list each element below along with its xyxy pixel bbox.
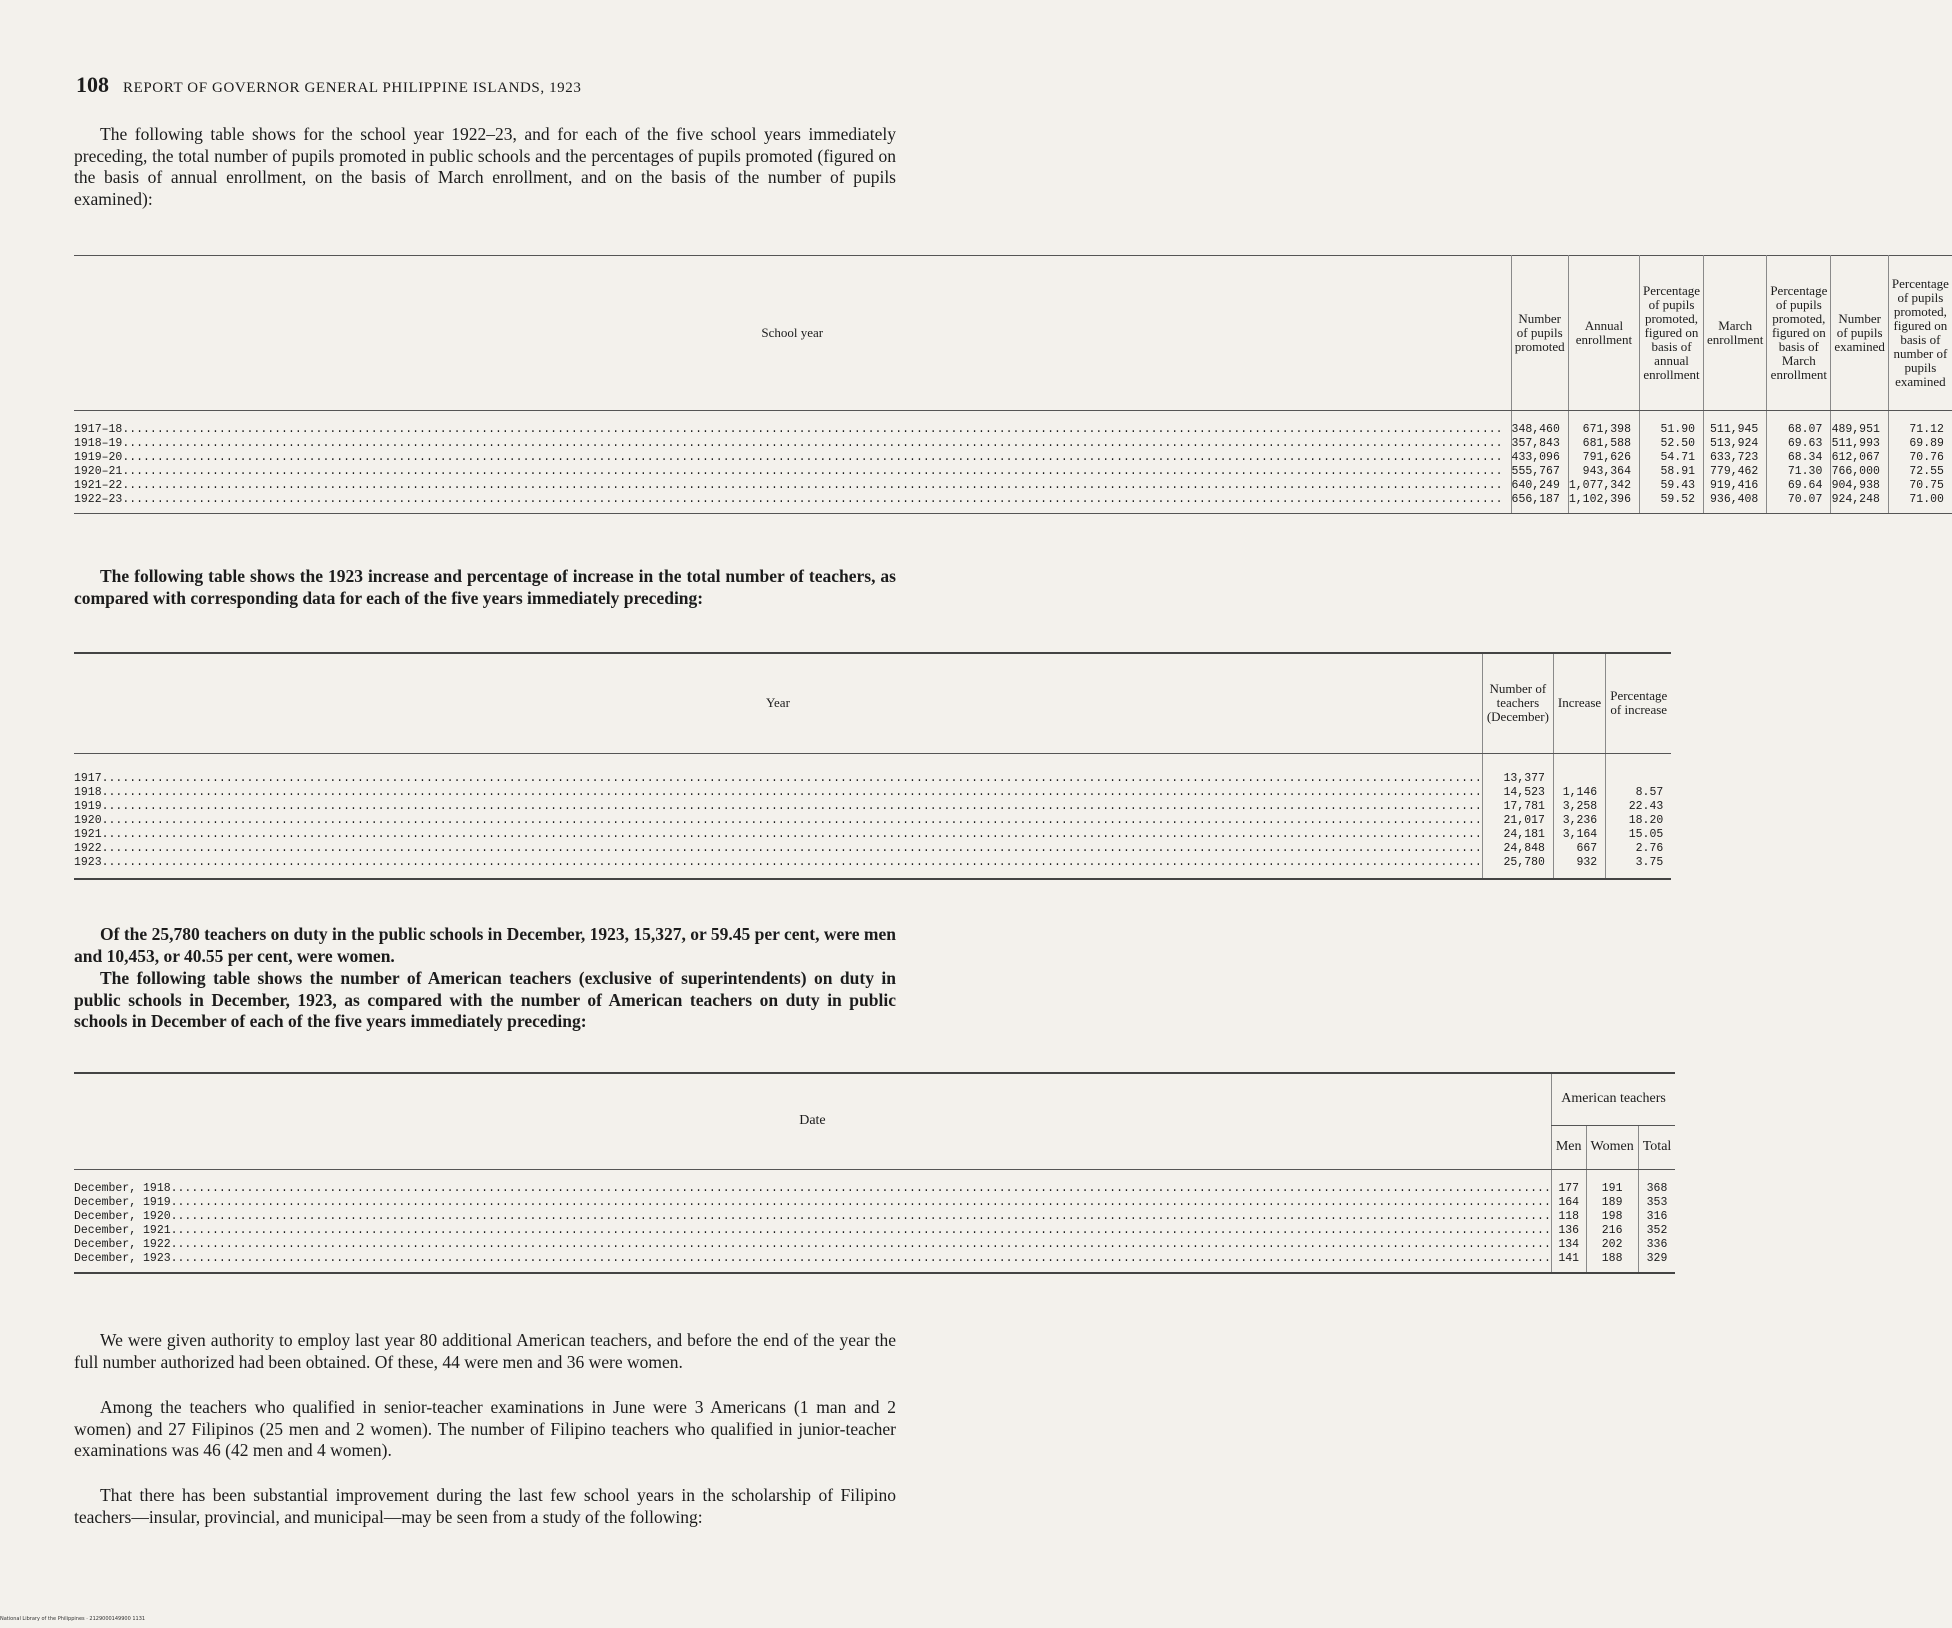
table-cell: 69.89 (1888, 437, 1952, 451)
running-title: REPORT OF GOVERNOR GENERAL PHILIPPINE ISLANDS, 1923 (123, 80, 582, 96)
table-cell: 640,249 (1511, 479, 1568, 493)
table-cell: 511,993 (1831, 437, 1889, 451)
dot-leader: ........................................................................................................................................................................................................ (122, 465, 1503, 478)
table-cell: 3.75 (1606, 856, 1672, 879)
dot-leader: ........................................................................................................................................................................................................ (122, 451, 1503, 464)
dot-leader: ........................................................................................................................................................................................................ (170, 1209, 1551, 1223)
table-cell: 433,096 (1511, 451, 1568, 465)
table-cell: 189 (1586, 1196, 1638, 1210)
dot-leader: ........................................................................................................................................................................................................ (170, 1237, 1551, 1251)
row-label: 1919........................................................................................................................................................................................................ (74, 799, 1482, 813)
qualified-paragraph: Among the teachers who qualified in senior-teacher examinations in June were 3 Americans (1 man and 2 women) and 27 Filipinos (25 men and 2 women). The number of Filipino teachers who qualified in junior-teacher examinations was 46 (42 men and 4 women). (74, 1397, 896, 1460)
table-cell: 671,398 (1568, 411, 1639, 438)
table-cell: 141 (1551, 1252, 1586, 1273)
table-cell: 348,460 (1511, 411, 1568, 438)
table-cell: 68.34 (1767, 451, 1831, 465)
col-header: Percentage of increase (1606, 653, 1672, 753)
row-label: 1923........................................................................................................................................................................................................ (74, 856, 1482, 879)
american-header-row (74, 1073, 1675, 1125)
teachers-on-duty-paragraph: Of the 25,780 teachers on duty in the public schools in December, 1923, 15,327, or 59.45 per cent, were men and 10,453, or 40.55 per cent, were women. (74, 924, 896, 966)
row-label: 1918........................................................................................................................................................................................................ (74, 785, 1482, 799)
table-cell: 681,588 (1568, 437, 1639, 451)
col-header-women: Women (1586, 1125, 1638, 1169)
table-row (74, 479, 1952, 493)
row-label: 1917–18........................................................................................................................................................................................................ (74, 423, 1503, 436)
scan-footer-note: National Library of the Philippines · 2129000149900 1131 (0, 1616, 146, 1622)
row-label: December, 1919........................................................................................................................................................................................................ (74, 1195, 1551, 1209)
group-header: American teachers (1551, 1073, 1675, 1125)
table-cell: 3,164 (1553, 828, 1605, 842)
teachers-table (74, 652, 1671, 880)
table-cell: 71.00 (1888, 493, 1952, 514)
table-cell: 316 (1638, 1210, 1675, 1224)
running-header (76, 72, 896, 98)
row-label: December, 1921........................................................................................................................................................................................................ (74, 1223, 1551, 1237)
promotions-header-row (74, 256, 1952, 411)
table-cell (1606, 753, 1672, 786)
teachers-header-row (74, 653, 1671, 753)
dot-leader: ........................................................................................................................................................................................................ (101, 813, 1482, 827)
table-row (74, 493, 1952, 514)
table-cell: 70.75 (1888, 479, 1952, 493)
dot-leader: ........................................................................................................................................................................................................ (101, 785, 1482, 799)
table-row (74, 437, 1952, 451)
promotions-body (74, 411, 1952, 514)
table-cell: 924,248 (1831, 493, 1889, 514)
table-cell: 511,945 (1704, 411, 1767, 438)
col-header-total: Total (1638, 1125, 1675, 1169)
col-header-men: Men (1551, 1125, 1586, 1169)
row-label: December, 1923........................................................................................................................................................................................................ (74, 1252, 1551, 1273)
row-label: 1920–21........................................................................................................................................................................................................ (74, 465, 1503, 478)
intro-promotions-paragraph: The following table shows for the school year 1922–23, and for each of the five school years immediately preceding, the total number of pupils promoted in public schools and the percentages of pupils promoted (figured on the basis of annual enrollment, on the basis of March enrollment, and on the basis of the number of pupils examined): (74, 124, 896, 209)
table-cell: 766,000 (1831, 465, 1889, 479)
date-header: Date (74, 1073, 1551, 1169)
table-cell: 202 (1586, 1238, 1638, 1252)
dot-leader: ........................................................................................................................................................................................................ (122, 437, 1503, 450)
table-cell: 352 (1638, 1224, 1675, 1238)
table-cell: 71.12 (1888, 411, 1952, 438)
table-cell: 22.43 (1606, 800, 1672, 814)
table-row (74, 465, 1952, 479)
table-cell: 2.76 (1606, 842, 1672, 856)
table-cell: 71.30 (1767, 465, 1831, 479)
table-cell: 216 (1586, 1224, 1638, 1238)
intro-american-paragraph: The following table shows the number of American teachers (exclusive of superintendents) on duty in public schools in December, 1923, as compared with the number of American teachers on duty in public schools in December of each of the five years immediately preceding: (74, 968, 896, 1031)
table-row (74, 451, 1952, 465)
dot-leader: ........................................................................................................................................................................................................ (170, 1251, 1551, 1265)
table-cell: 59.43 (1639, 479, 1703, 493)
table-cell: 24,848 (1482, 842, 1553, 856)
dot-leader: ........................................................................................................................................................................................................ (122, 493, 1503, 506)
table-cell: 633,723 (1704, 451, 1767, 465)
table-cell: 667 (1553, 842, 1605, 856)
table-cell: 58.91 (1639, 465, 1703, 479)
table-cell: 70.76 (1888, 451, 1952, 465)
table-cell: 191 (1586, 1169, 1638, 1196)
dot-leader: ........................................................................................................................................................................................................ (122, 479, 1503, 492)
table-cell: 70.07 (1767, 493, 1831, 514)
row-label: December, 1922........................................................................................................................................................................................................ (74, 1237, 1551, 1251)
table-row (74, 814, 1671, 828)
row-label: December, 1918........................................................................................................................................................................................................ (74, 1181, 1551, 1195)
row-label: 1918–19........................................................................................................................................................................................................ (74, 437, 1503, 450)
authority-paragraph: We were given authority to employ last year 80 additional American teachers, and before the end of the year the full number authorized had been obtained. Of these, 44 were men and 36 were women. (74, 1330, 896, 1372)
table-cell: 656,187 (1511, 493, 1568, 514)
col-header: School year (74, 256, 1511, 411)
col-header: Percentage of pupils promoted, figured on basis of March enrollment (1767, 256, 1831, 411)
table-cell: 1,102,396 (1568, 493, 1639, 514)
table-cell: 932 (1553, 856, 1605, 879)
table-row (74, 411, 1952, 438)
table-row (74, 1210, 1675, 1224)
dot-leader: ........................................................................................................................................................................................................ (170, 1195, 1551, 1209)
table-row (74, 1169, 1675, 1196)
dot-leader: ........................................................................................................................................................................................................ (170, 1223, 1551, 1237)
table-cell: 513,924 (1704, 437, 1767, 451)
dot-leader: ........................................................................................................................................................................................................ (101, 771, 1482, 785)
table-cell: 612,067 (1831, 451, 1889, 465)
row-label: 1922........................................................................................................................................................................................................ (74, 841, 1482, 855)
row-label: 1919–20........................................................................................................................................................................................................ (74, 451, 1503, 464)
table-cell: 69.64 (1767, 479, 1831, 493)
table-cell: 336 (1638, 1238, 1675, 1252)
row-label: 1917........................................................................................................................................................................................................ (74, 771, 1482, 785)
table-cell: 17,781 (1482, 800, 1553, 814)
table-cell: 1,146 (1553, 786, 1605, 800)
table-row (74, 1252, 1675, 1273)
table-row (74, 786, 1671, 800)
table-cell: 15.05 (1606, 828, 1672, 842)
dot-leader: ........................................................................................................................................................................................................ (101, 855, 1482, 869)
row-label: 1920........................................................................................................................................................................................................ (74, 813, 1482, 827)
table-cell: 18.20 (1606, 814, 1672, 828)
table-cell: 136 (1551, 1224, 1586, 1238)
table-cell: 54.71 (1639, 451, 1703, 465)
table-cell: 134 (1551, 1238, 1586, 1252)
col-header: Increase (1553, 653, 1605, 753)
page-number: 108 (76, 72, 109, 97)
row-label: 1921........................................................................................................................................................................................................ (74, 827, 1482, 841)
table-cell: 13,377 (1482, 753, 1553, 786)
dot-leader: ........................................................................................................................................................................................................ (122, 423, 1503, 436)
table-cell: 943,364 (1568, 465, 1639, 479)
table-row (74, 1224, 1675, 1238)
table-cell: 51.90 (1639, 411, 1703, 438)
row-label: December, 1920........................................................................................................................................................................................................ (74, 1209, 1551, 1223)
table-cell: 25,780 (1482, 856, 1553, 879)
table-cell: 59.52 (1639, 493, 1703, 514)
dot-leader: ........................................................................................................................................................................................................ (101, 827, 1482, 841)
table-cell: 555,767 (1511, 465, 1568, 479)
table-cell: 177 (1551, 1169, 1586, 1196)
promotions-table (74, 255, 1952, 514)
table-cell: 164 (1551, 1196, 1586, 1210)
table-cell: 357,843 (1511, 437, 1568, 451)
teachers-body (74, 753, 1671, 879)
table-cell: 3,236 (1553, 814, 1605, 828)
table-row (74, 828, 1671, 842)
col-header: Number of pupils examined (1831, 256, 1889, 411)
table-cell: 68.07 (1767, 411, 1831, 438)
table-cell: 118 (1551, 1210, 1586, 1224)
table-cell: 14,523 (1482, 786, 1553, 800)
table-cell: 21,017 (1482, 814, 1553, 828)
table-cell: 489,951 (1831, 411, 1889, 438)
row-label: 1922–23........................................................................................................................................................................................................ (74, 493, 1511, 514)
table-cell: 52.50 (1639, 437, 1703, 451)
table-cell: 936,408 (1704, 493, 1767, 514)
table-cell: 791,626 (1568, 451, 1639, 465)
table-cell: 188 (1586, 1252, 1638, 1273)
table-row (74, 856, 1671, 879)
table-cell: 72.55 (1888, 465, 1952, 479)
table-cell (1553, 753, 1605, 786)
american-teachers-table (74, 1072, 1675, 1274)
col-header: March enrollment (1704, 256, 1767, 411)
row-label: 1921–22........................................................................................................................................................................................................ (74, 479, 1503, 492)
table-cell: 904,938 (1831, 479, 1889, 493)
table-cell: 1,077,342 (1568, 479, 1639, 493)
table-cell: 24,181 (1482, 828, 1553, 842)
intro-teachers-paragraph: The following table shows the 1923 increase and percentage of increase in the total number of teachers, as compared with corresponding data for each of the five years immediately preceding: (74, 566, 896, 608)
col-header: Number of pupils promoted (1511, 256, 1568, 411)
dot-leader: ........................................................................................................................................................................................................ (101, 841, 1482, 855)
american-body (74, 1169, 1675, 1273)
col-header: Percentage of pupils promoted, figured on basis of number of pupils examined (1888, 256, 1952, 411)
table-cell: 779,462 (1704, 465, 1767, 479)
col-header: Number of teachers (December) (1482, 653, 1553, 753)
table-cell: 8.57 (1606, 786, 1672, 800)
table-row (74, 753, 1671, 786)
table-cell: 919,416 (1704, 479, 1767, 493)
table-row (74, 842, 1671, 856)
table-cell: 329 (1638, 1252, 1675, 1273)
col-header: Percentage of pupils promoted, figured on basis of annual enrollment (1639, 256, 1703, 411)
col-header: Annual enrollment (1568, 256, 1639, 411)
table-row (74, 800, 1671, 814)
table-cell: 3,258 (1553, 800, 1605, 814)
table-cell: 353 (1638, 1196, 1675, 1210)
table-row (74, 1238, 1675, 1252)
col-header: Year (74, 653, 1482, 753)
table-cell: 368 (1638, 1169, 1675, 1196)
table-row (74, 1196, 1675, 1210)
dot-leader: ........................................................................................................................................................................................................ (170, 1181, 1551, 1195)
table-cell: 198 (1586, 1210, 1638, 1224)
table-cell: 69.63 (1767, 437, 1831, 451)
dot-leader: ........................................................................................................................................................................................................ (101, 799, 1482, 813)
improvement-paragraph: That there has been substantial improvement during the last few school years in the scholarship of Filipino teachers—insular, provincial, and municipal—may be seen from a study of the following: (74, 1485, 896, 1527)
